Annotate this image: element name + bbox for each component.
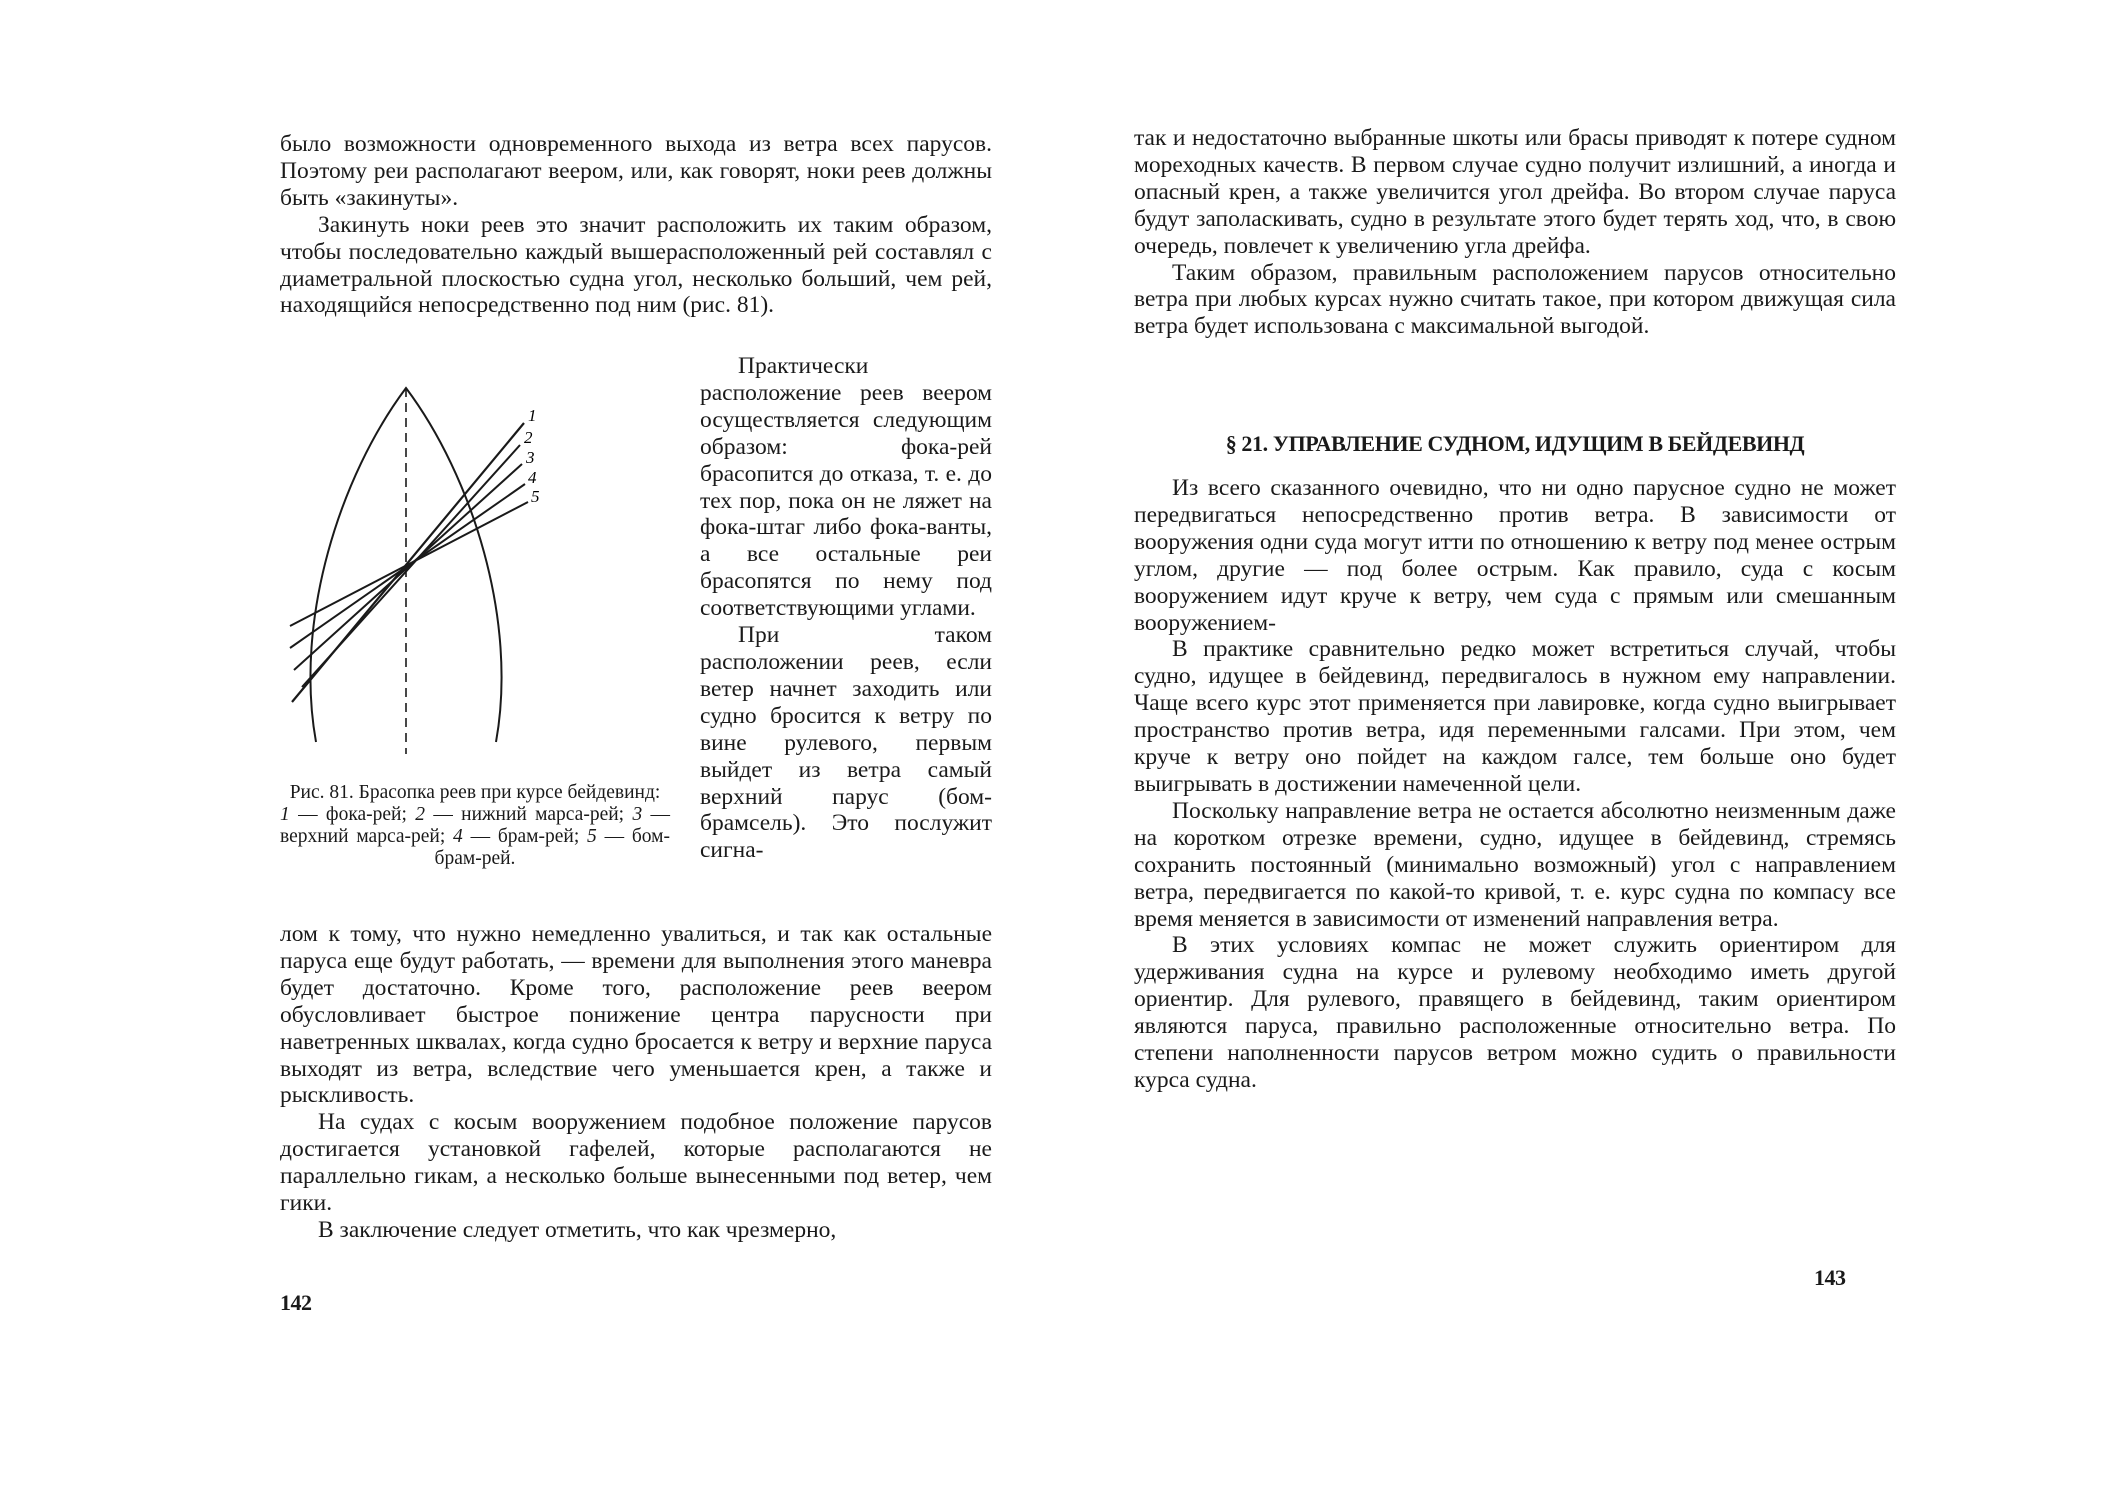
yard-bracing-diagram [280, 380, 680, 760]
yard-label-5: 5 [531, 487, 540, 506]
legend-text: — бом-брам-рей. [434, 826, 670, 869]
left-bottom-text [280, 921, 992, 1244]
figure-caption [280, 782, 670, 870]
legend-text: — верхний марса-рей; [280, 804, 671, 847]
section-heading: § 21. УПРАВЛЕНИЕ СУДНОМ, ИДУЩИМ В БЕЙДЕВИНД [1225, 431, 1805, 456]
paragraph: Практически расположение реев веером осуществляется следующим образом: фока-рей брасопится до отказа, т. е. до тех пор, пока он не ляжет на фока-штаг либо фока-ванты, а все остальные реи брасопятся по нему под соответствующими углами. [700, 353, 992, 622]
legend-num: 3 [632, 804, 643, 825]
paragraph: Таким образом, правильным расположением парусов относительно ветра при любых курсах нужно считать такое, при котором движущая сила ветра будет использована с максимальной выгодой. [1134, 259, 1896, 340]
paragraph: В заключение следует отметить, что как чрезмерно, [318, 1216, 837, 1243]
paragraph: Поскольку направление ветра не остается абсолютно неизменным даже на коротком отрезке времени, судно, идущее в бейдевинд, стремясь сохранить постоянный (минимально возможный) угол с направлением ветра, передвигается по какой-то кривой, т. е. курс судна по компасу все время меняется в зависимости от изменений направления ветра. [1134, 797, 1896, 932]
paragraph: Из всего сказанного очевидно, что ни одно парусное судно не может передвигаться непосредственно против ветра. В зависимости от вооружения одни суда могут итти по отношению к ветру под менее острым углом, другие — под более острым. Как правило, суда с косым вооружением идут круче к ветру, чем суда с прямым или смешанным вооружением- [1134, 475, 1896, 636]
paragraph: При таком расположении реев, если ветер начнет заходить или судно бросится к ветру по вине рулевого, первым выйдет из ветра самый верхний парус (бом-брамсель). Это послужит сигна- [700, 622, 992, 864]
yard-label-1: 1 [528, 406, 537, 425]
yard-label-3: 3 [526, 448, 535, 467]
page-number-right: 143 [1814, 1265, 1846, 1290]
yard-label-2: 2 [524, 428, 533, 447]
paragraph: В практике сравнительно редко может встретиться случай, чтобы судно, идущее в бейдевинд, передвигалось в нужном ему направлении. Чаще всего курс этот применяется при лавировке, когда судно выигрывает пространство против ветра, идя переменными галсами. При этом, чем круче к ветру оно пойдет на каждом галсе, тем больше оно будет выигрывать в достижении намеченной цели. [1134, 636, 1896, 797]
figure-81 [280, 380, 680, 760]
page-number-left: 142 [280, 1290, 312, 1315]
legend-text: — фока-рей; [298, 804, 407, 825]
legend-num: 2 [415, 804, 425, 825]
paragraph: На судах с косым вооружением подобное положение парусов достигается установкой гафелей, которые располагаются не параллельно гикам, а несколько больше вынесенными под ветер, чем гики. [280, 1109, 992, 1217]
caption-legend [280, 804, 670, 870]
left-side-text [700, 353, 992, 864]
yard-label-4: 4 [528, 468, 537, 487]
caption-title: Рис. 81. Брасопка реев при курсе бейдевинд: [289, 782, 661, 803]
legend-num: 5 [587, 826, 597, 847]
right-body-text [1134, 475, 1896, 1094]
paragraph: так и недостаточно выбранные шкоты или брасы приводят к потере судном мореходных качеств. В первом случае судно получит излишний, а иногда и опасный крен, а также увеличится угол дрейфа. Во втором случае паруса будут заполаскивать, судно в результате этого будет терять ход, что, в свою очередь, повлечет к увеличению угла дрейфа. [1134, 125, 1896, 259]
legend-num: 1 [280, 804, 290, 825]
legend-num: 4 [453, 826, 463, 847]
paragraph: было возможности одновременного выхода из ветра всех парусов. Поэтому реи располагают веером, или, как говорят, ноки реев должны быть «закинуты». [280, 131, 992, 211]
legend-text: — нижний марса-рей; [433, 804, 625, 825]
paragraph: Закинуть ноки реев это значит расположить их таким образом, чтобы последовательно каждый вышерасположенный рей составлял с диаметральной плоскостью судна угол, несколько больший, чем рей, находящийся непосредственно под ним (рис. 81). [280, 211, 992, 319]
left-top-text [280, 131, 992, 319]
right-top-text [1134, 125, 1896, 340]
legend-text: — брам-рей; [470, 826, 580, 847]
left-page [0, 0, 1052, 1489]
right-page [1052, 0, 2105, 1489]
paragraph: В этих условиях компас не может служить ориентиром для удерживания судна на курсе и рулевому необходимо иметь другой ориентир. Для рулевого, правящего в бейдевинд, таким ориентиром являются паруса, правильно расположенные относительно ветра. По степени наполненности парусов ветром можно судить о правильности курса судна. [1134, 932, 1896, 1093]
paragraph: лом к тому, что нужно немедленно увалиться, и так как остальные паруса еще будут работать, — времени для выполнения этого маневра будет достаточно. Кроме того, расположение реев веером обусловливает быстрое понижение центра парусности при наветренных шквалах, когда судно бросается к ветру и верхние паруса выходят из ветра, вследствие чего уменьшается крен, а также и рыскливость. [280, 921, 992, 1109]
